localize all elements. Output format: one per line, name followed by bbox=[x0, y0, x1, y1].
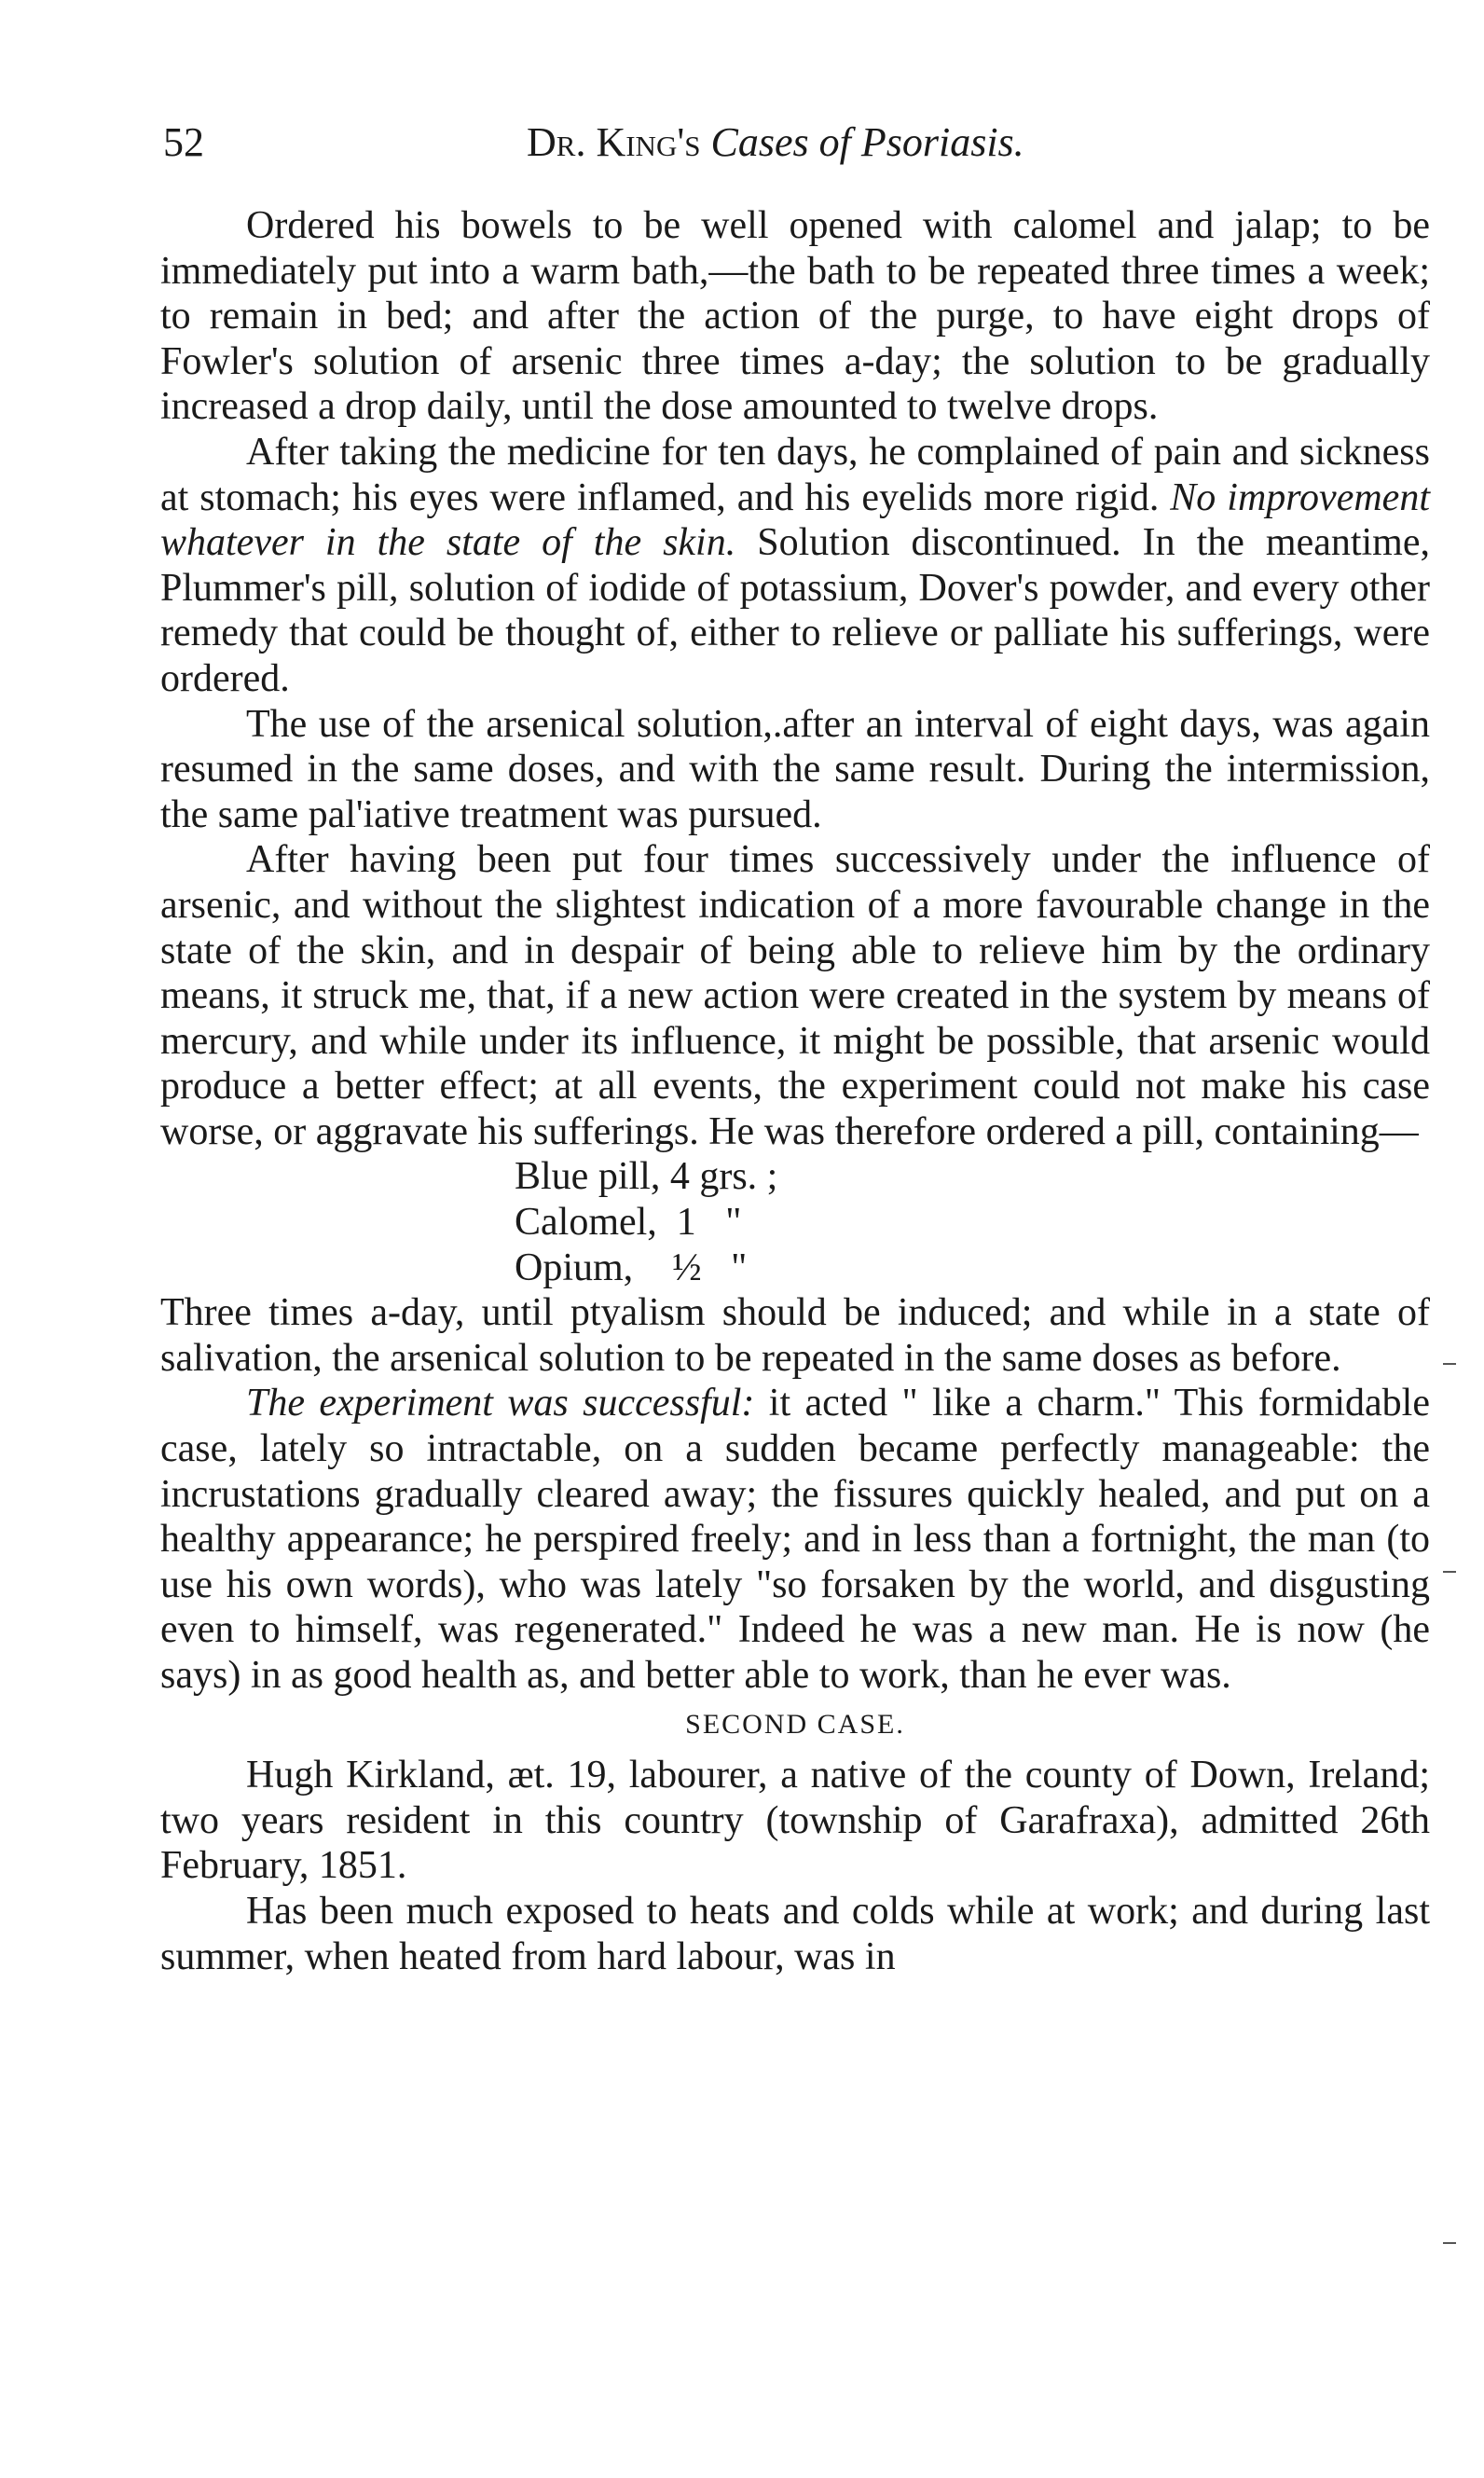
prescription-item: Opium, ½ " bbox=[515, 1246, 748, 1289]
margin-mark bbox=[1443, 1571, 1456, 1573]
running-head-author: Dr. King's bbox=[527, 119, 701, 165]
paragraph-treatment: Ordered his bowels to be well opened with calomel and jalap; to be immediately put into a warm bath,—the bath to be repeated three times a week; to remain in bed; and after the action of the purge, to have eight drops of Fowler's solution of arsenic three times a-day; the solution to be gradually increased a drop daily, until the dose amounted to twelve drops. bbox=[160, 204, 1430, 429]
paragraph-patient-intro: Hugh Kirkland, æt. 19, labourer, a native of the county of Down, Ireland; two years resident in this country (township of Garafraxa), admitted 26th February, 1851. bbox=[160, 1754, 1430, 1888]
running-head-title: Cases of Psoriasis. bbox=[710, 119, 1024, 165]
prescription-item: Calomel, 1 " bbox=[515, 1201, 742, 1245]
paragraph-text: After taking the medicine for ten days, he complained of pain and sickness at stomach; his eyes were inflamed, and his eyelids more rigid. bbox=[160, 430, 1430, 519]
paragraph-result bbox=[160, 1381, 1430, 1698]
emphasis-text: No improvement whatever in the state of the skin. bbox=[160, 475, 1430, 565]
margin-mark bbox=[1443, 2242, 1456, 2244]
emphasis-text: The experiment was successful: bbox=[246, 1382, 755, 1425]
running-head bbox=[527, 119, 1024, 166]
paragraph-resumed: The use of the arsenical solution,.after an interval of eight days, was again resumed in the same doses, and with the same result. During the intermission, the same pal'iative treatment was pursued. bbox=[160, 702, 1430, 836]
paragraph-dosage: Three times a-day, until ptyalism should be induced; and while in a state of salivation, the arsenical solution to be repeated in the same doses as before. bbox=[160, 1291, 1430, 1380]
paragraph-mercury: After having been put four times successively under the influence of arsenic, and without the slightest indication of a more favourable change in the state of the skin, and in despair of being able to relieve him by the ordinary means, it struck me, that, if a new action were created in the system by means of mercury, and while under its influence, it might be possible, that arsenic would produce a better effect; at all events, the experiment could not make his case worse, or aggravate his sufferings. He was therefore ordered a pill, containing— bbox=[160, 838, 1430, 1153]
paragraph-no-improvement bbox=[160, 430, 1430, 702]
body-text bbox=[160, 203, 1430, 1979]
margin-mark bbox=[1443, 1363, 1456, 1365]
paragraph-text: Solution discontinued. In the meantime, Plummer's pill, solution of iodide of potassium, Dover's powder, and every other remedy that could be thought of, either to relieve or palliate his sufferings, were ordered. bbox=[160, 521, 1430, 700]
paragraph-patient-history: Has been much exposed to heats and colds while at work; and during last summer, when heated from hard labour, was in bbox=[160, 1889, 1430, 1978]
paragraph-text: it acted " like a charm." This formidable case, lately so intractable, on a sudden became perfectly manageable: the incrustations gradually cleared away; the fissures quickly healed, and put on a healthy appearance; he perspired freely; and in less than a fortnight, the man (to use his own words), who was lately "so forsaken by the world, and disgusting even to himself, was regenerated." Indeed he was a new man. He is now (he says) in as good health as, and better able to work, than he ever was. bbox=[160, 1382, 1430, 1697]
prescription-item: Blue pill, 4 grs. ; bbox=[515, 1155, 778, 1199]
prescription-list bbox=[515, 1154, 1430, 1290]
section-heading: SECOND CASE. bbox=[685, 1708, 905, 1740]
page-number: 52 bbox=[163, 119, 204, 165]
